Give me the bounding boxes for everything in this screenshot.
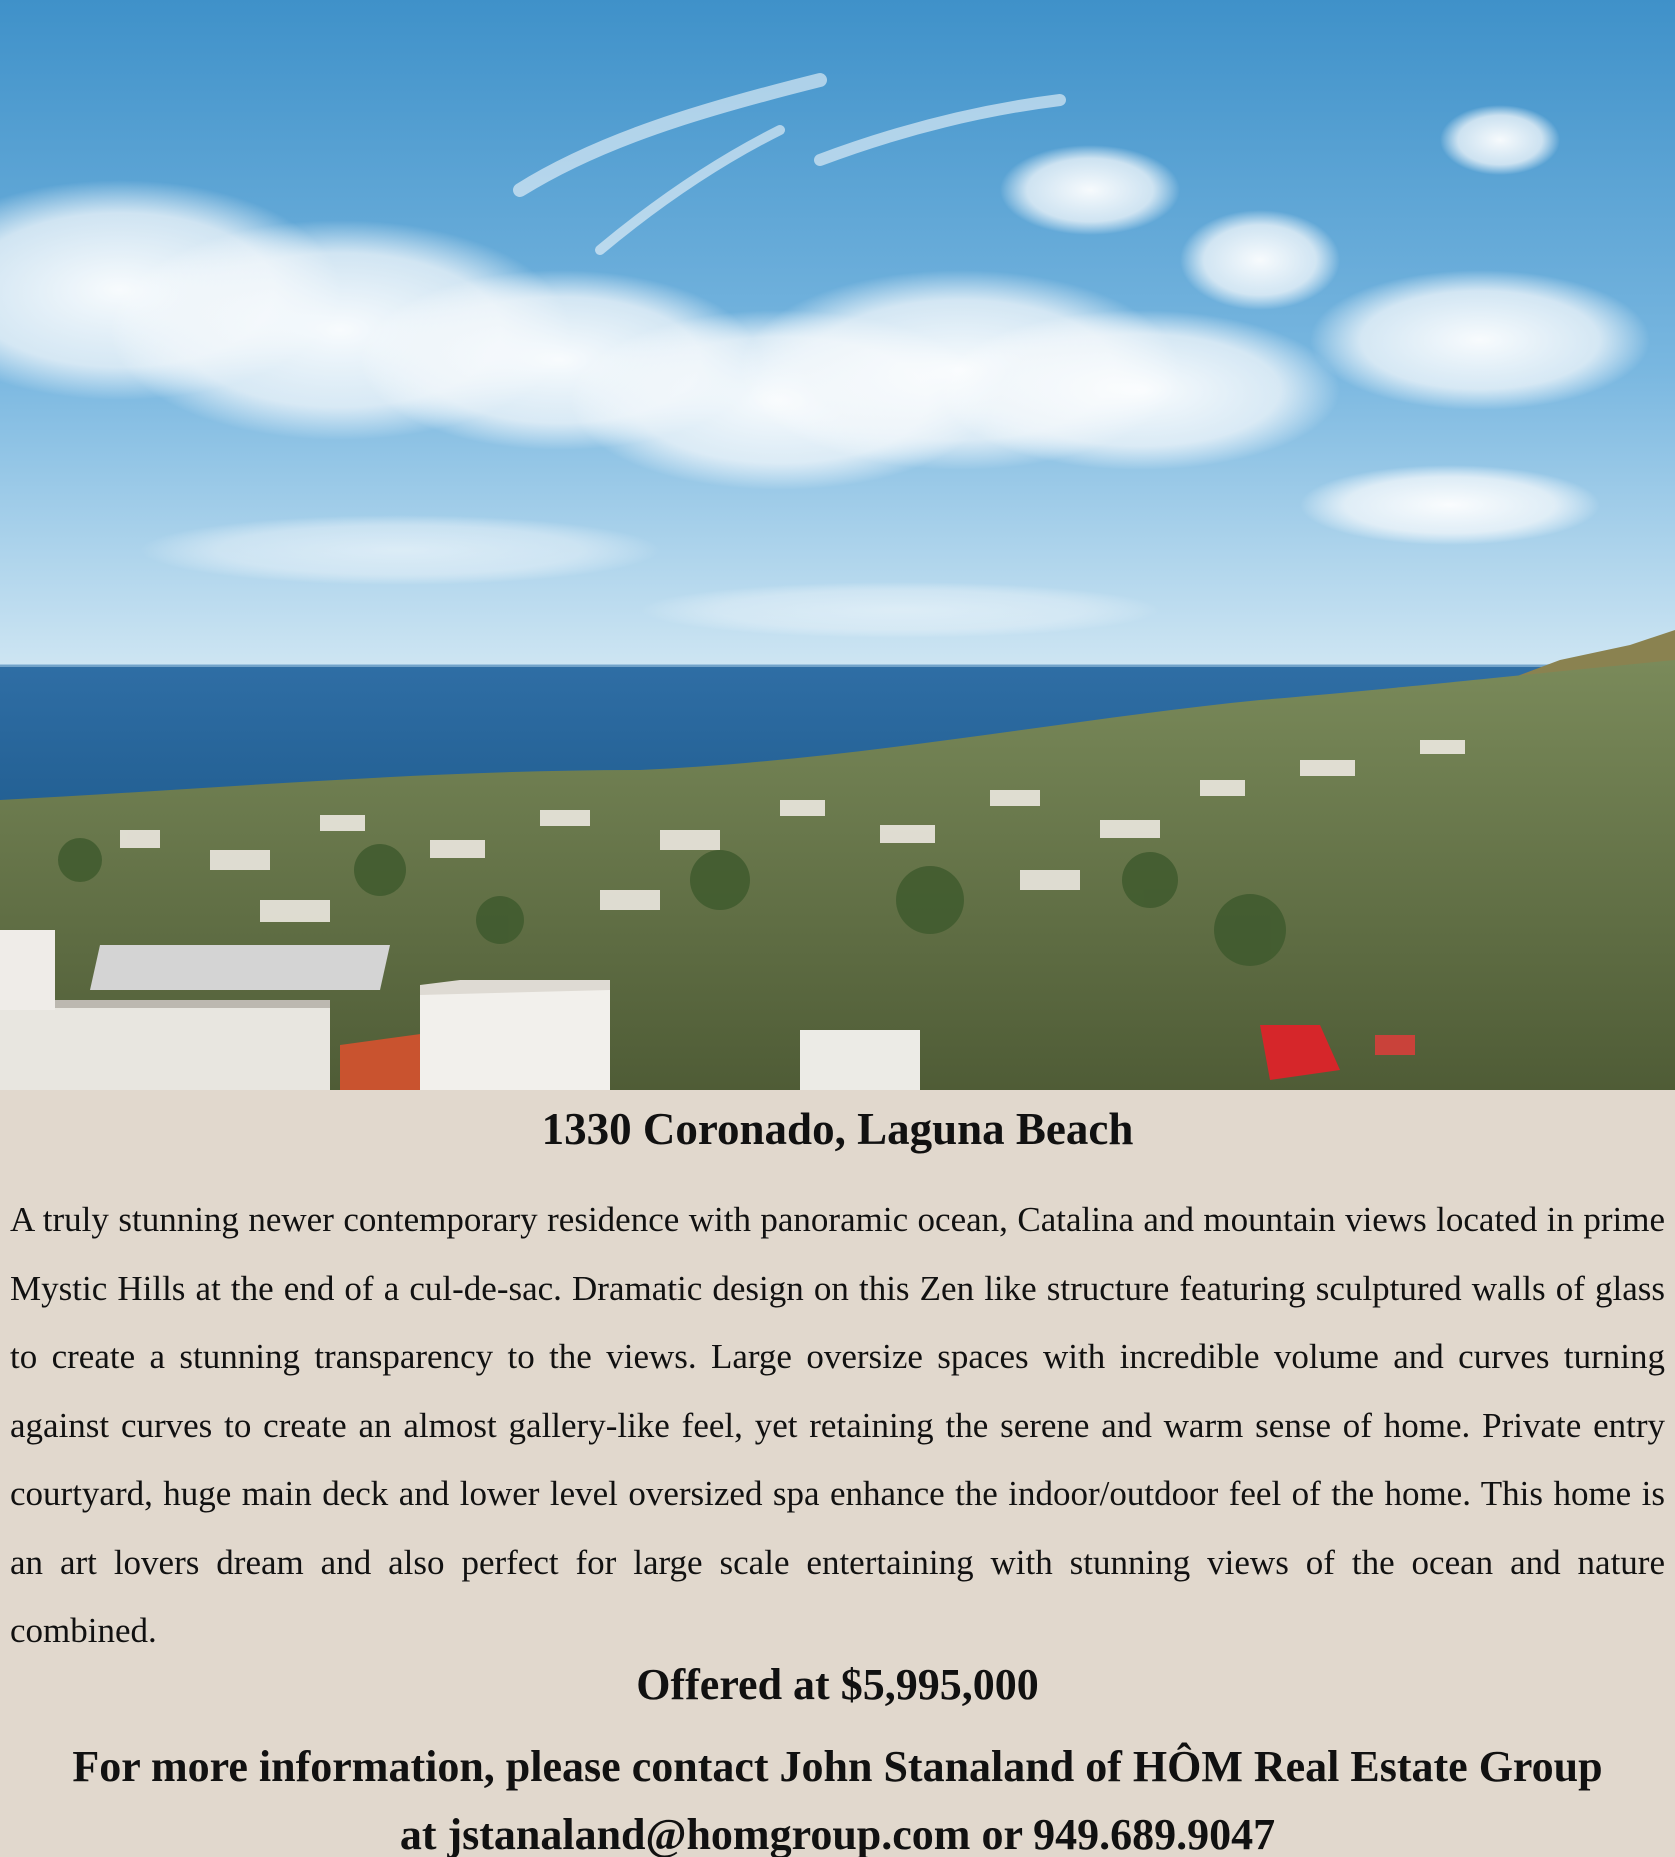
contact-line-agent: For more information, please contact John Stanaland of HÔM Real Estate Group bbox=[72, 1742, 1603, 1791]
listing-description: A truly stunning newer contemporary residence with panoramic ocean, Catalina and mountain views located in prime Mystic Hills at the end of a cul-de-sac. Dramatic design on this Zen like structure featuring sculptured walls of glass to create a stunning transparency to the views. Large oversize spaces with incredible volume and curves turning against curves to create an almost gallery-like feel, yet retaining the serene and warm sense of home. Private entry courtyard, huge main deck and lower level oversized spa enhance the indoor/outdoor feel of the home. This home is an art lovers dream and also perfect for large scale entertaining with stunning views of the ocean and nature combined. bbox=[10, 1200, 1665, 1650]
listing-text-panel bbox=[0, 1090, 1675, 1857]
contact-info bbox=[0, 1733, 1675, 1857]
listing-address: 1330 Coronado, Laguna Beach bbox=[541, 1104, 1134, 1154]
listing-price: Offered at $5,995,000 bbox=[636, 1660, 1039, 1709]
contact-line-details: at jstanaland@homgroup.com or 949.689.9047 bbox=[399, 1810, 1276, 1857]
